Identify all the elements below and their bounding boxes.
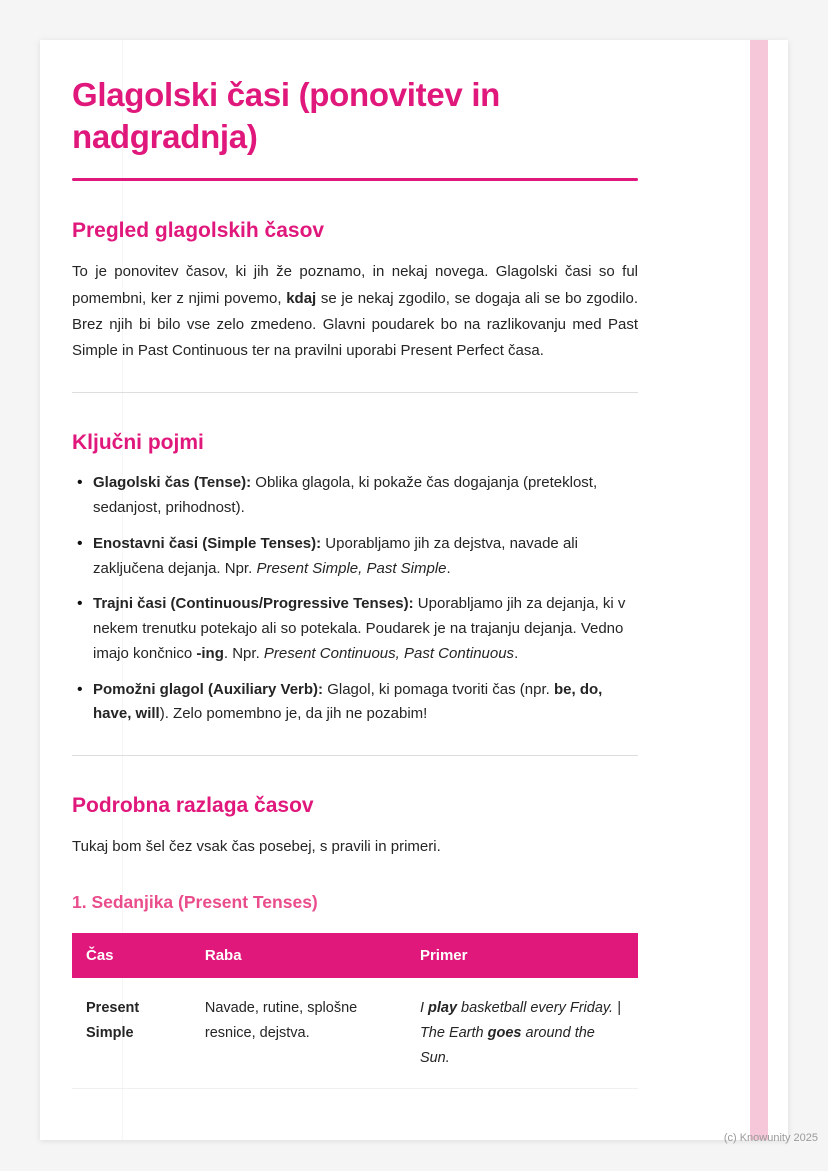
key-terms-list — [72, 471, 638, 727]
subsection-heading-present-tenses: 1. Sedanjika (Present Tenses) — [72, 892, 318, 913]
copyright-credit: (c) Knowunity 2025 — [723, 1132, 818, 1144]
section-heading-pregled: Pregled glagolskih časov — [72, 219, 325, 243]
podrobna-paragraph: Tukaj bom šel čez vsak čas posebej, s pravili in primeri. — [72, 838, 441, 856]
section-heading-kljucni: Ključni pojmi — [72, 431, 204, 455]
table-header-raba: Raba — [191, 933, 406, 978]
tenses-table — [72, 933, 638, 1089]
list-item-tense: • Glagolski čas (Tense): Oblika glagola, ki pokaže čas dogajanja (preteklost, sedanjost, prihodnost). — [72, 471, 638, 521]
table-row-present-simple — [72, 978, 638, 1088]
section-divider-1 — [72, 392, 638, 393]
table-header-cas: Čas — [72, 933, 191, 978]
list-item-continuous-tenses: • Trajni časi (Continuous/Progressive Tenses): Uporabljamo jih za dejanja, ki v nekem trenutku potekajo ali so potekala. Poudarek je na trajanju dejanja. Vedno imajo končnico -ing. Npr. Present Continuous, Past Continuous. — [72, 592, 638, 666]
section-divider-2 — [72, 755, 638, 756]
overview-paragraph: To je ponovitev časov, ki jih že poznamo, in nekaj novega. Glagolski časi so ful pomembni, ker z njimi povemo, kdaj se je nekaj zgodilo, se dogaja ali se bo zgodilo. Brez njih bi bilo vse zelo zmedeno. Glavni poudarek bo na razlikovanju med Past Simple in Past Continuous ter na pravilni uporabi Present Perfect časa. — [72, 263, 639, 360]
list-item-simple-tenses: • Enostavni časi (Simple Tenses): Uporabljamo jih za dejstva, navade ali zaključena dejanja. Npr. Present Simple, Past Simple. — [72, 532, 638, 582]
table-header-primer: Primer — [406, 933, 638, 978]
list-item-auxiliary-verb: • Pomožni glagol (Auxiliary Verb): Glagol, ki pomaga tvoriti čas (npr. be, do, have, will). Zelo pomembno je, da jih ne pozabim! — [72, 678, 638, 728]
section-heading-podrobna: Podrobna razlaga časov — [72, 794, 314, 818]
cell-tense-example: I play basketball every Friday. | The Earth goes around the Sun. — [406, 978, 638, 1088]
table-header-row — [72, 933, 638, 978]
cell-tense-name: Present Simple — [72, 978, 191, 1088]
page-title: Glagolski časi (ponovitev in nadgradnja) — [72, 76, 501, 156]
document-content — [40, 40, 640, 1089]
document-page — [40, 40, 788, 1140]
page-accent-stripe — [750, 40, 768, 1140]
cell-tense-usage: Navade, rutine, splošne resnice, dejstva. — [191, 978, 406, 1088]
title-divider — [72, 178, 638, 181]
